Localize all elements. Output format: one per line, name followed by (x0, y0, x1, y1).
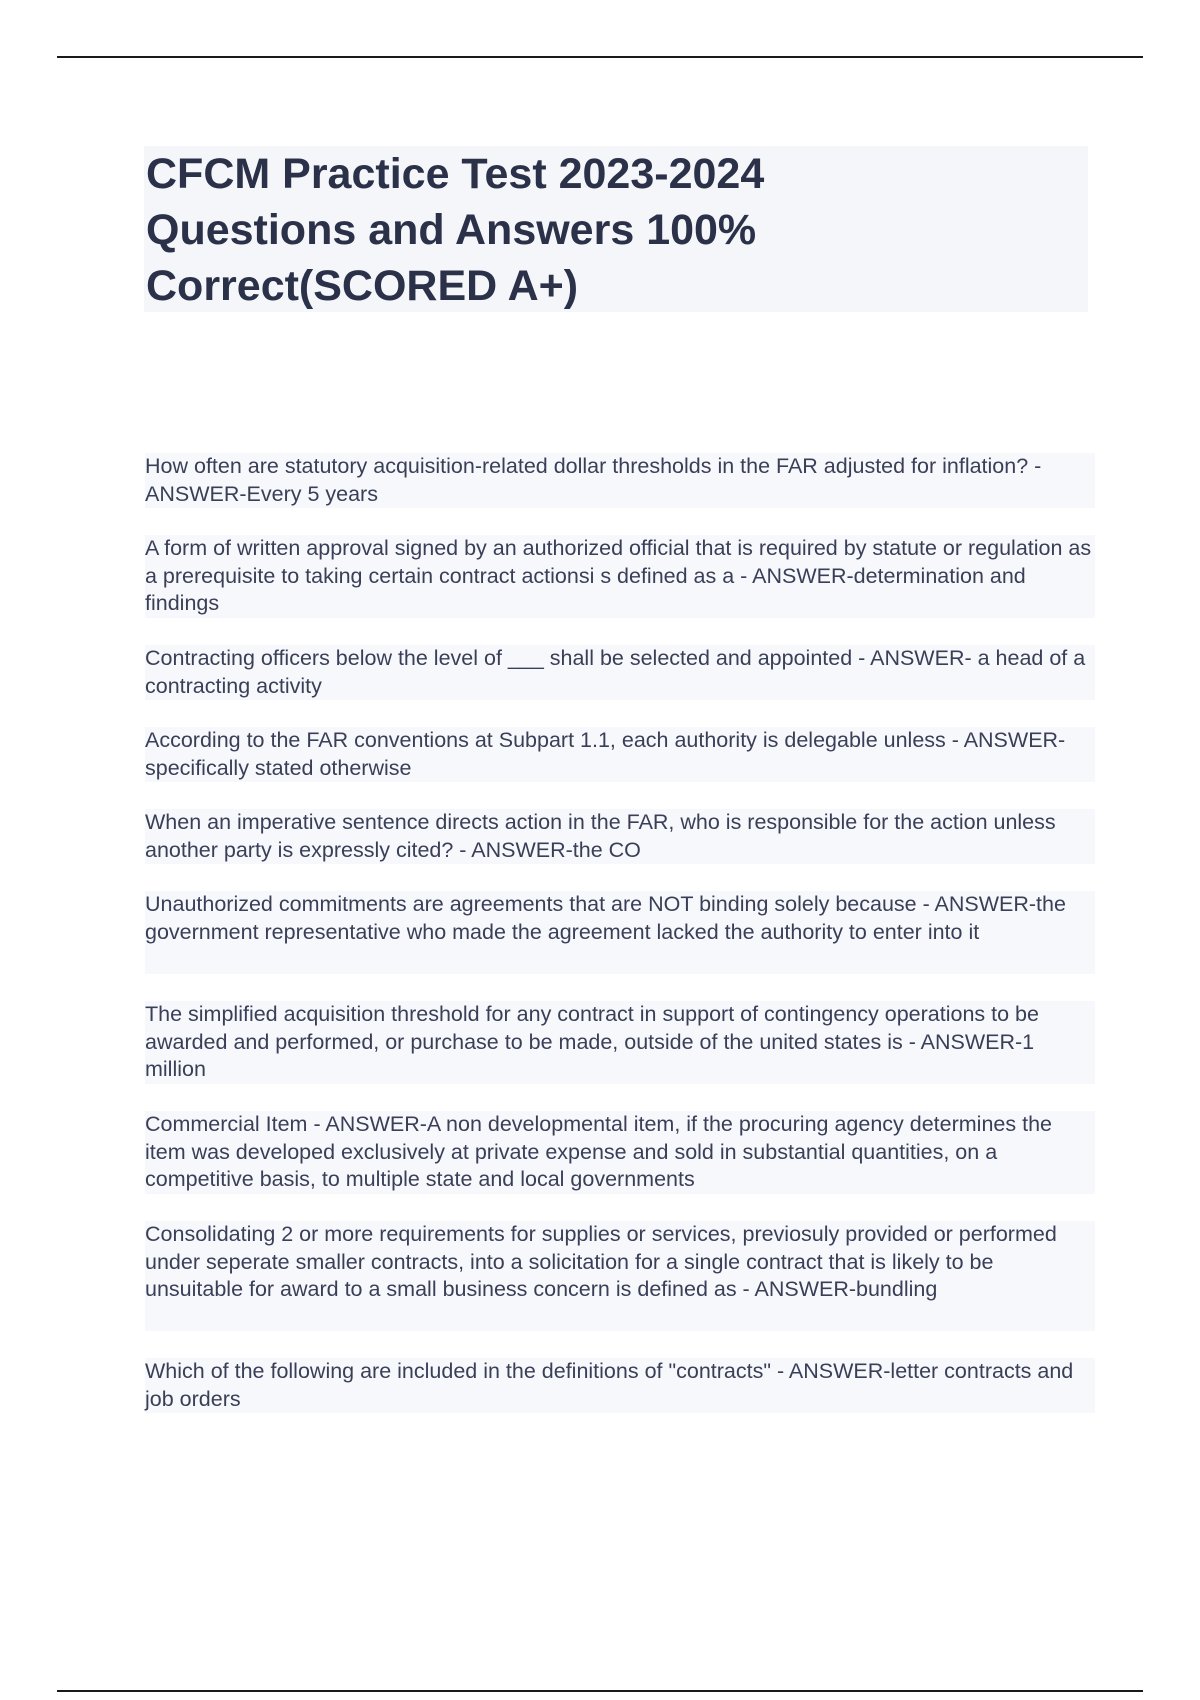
document-title (146, 146, 1046, 314)
qa-item: Commercial Item - ANSWER-A non developmental item, if the procuring agency determines the item was developed exclusively at private expense and sold in substantial quantities, on a competitive basis, to multiple state and local governments (145, 1111, 1095, 1194)
qa-item: Which of the following are included in the definitions of "contracts" - ANSWER-letter contracts and job orders (145, 1358, 1095, 1413)
title-line-2: Questions and Answers 100% (146, 206, 757, 254)
title-block (144, 146, 1088, 312)
title-line-3: Correct(SCORED A+) (146, 262, 579, 310)
qa-item: When an imperative sentence directs action in the FAR, who is responsible for the action unless another party is expressly cited? - ANSWER-the CO (145, 809, 1095, 864)
qa-item: Contracting officers below the level of ___ shall be selected and appointed - ANSWER- a head of a contracting activity (145, 645, 1095, 700)
title-line-1: CFCM Practice Test 2023-2024 (146, 150, 765, 198)
qa-item: Consolidating 2 or more requirements for supplies or services, previosuly provided or performed under seperate smaller contracts, into a solicitation for a single contract that is likely to be unsuitable for award to a small business concern is defined as - ANSWER-bundling (145, 1221, 1095, 1331)
bottom-divider (57, 1690, 1143, 1692)
qa-item: How often are statutory acquisition-related dollar thresholds in the FAR adjusted for inflation? - ANSWER-Every 5 years (145, 453, 1095, 508)
qa-item: A form of written approval signed by an authorized official that is required by statute or regulation as a prerequisite to taking certain contract actionsi s defined as a - ANSWER-determination and findings (145, 535, 1095, 618)
qa-item: Unauthorized commitments are agreements that are NOT binding solely because - ANSWER-the government representative who made the agreement lacked the authority to enter into it (145, 891, 1095, 974)
qa-list (145, 453, 1095, 1440)
qa-item: According to the FAR conventions at Subpart 1.1, each authority is delegable unless - ANSWER-specifically stated otherwise (145, 727, 1095, 782)
qa-item: The simplified acquisition threshold for any contract in support of contingency operations to be awarded and performed, or purchase to be made, outside of the united states is - ANSWER-1 million (145, 1001, 1095, 1084)
top-divider (57, 56, 1143, 58)
